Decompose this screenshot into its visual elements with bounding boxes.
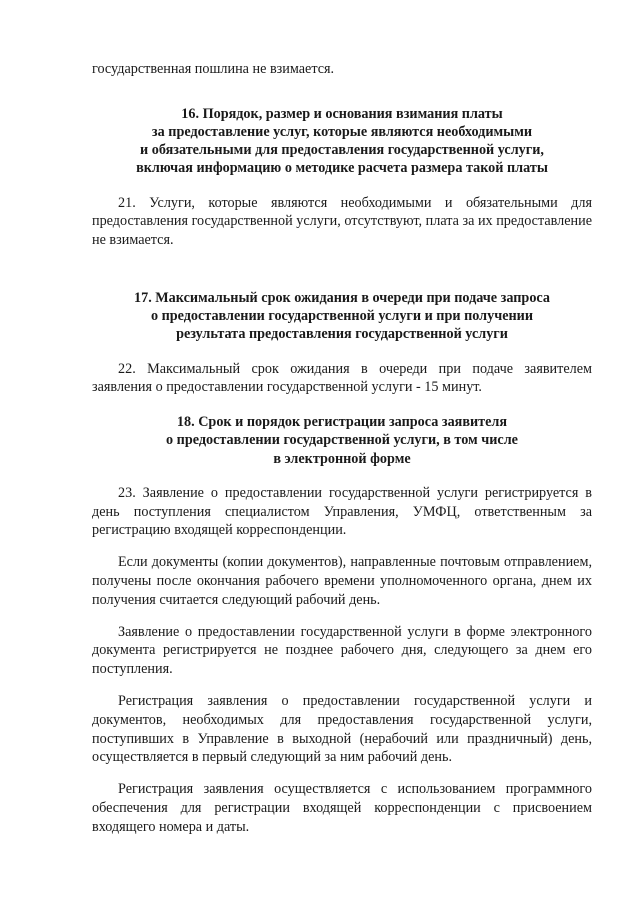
paragraph-21: 21. Услуги, которые являются необходимыми и обязательными для предоставления государственной услуги, отсутствуют, плата за их предоставление не взимается. (92, 194, 592, 249)
section-18-heading-line: о предоставлении государственной услуги, в том числе (166, 432, 518, 449)
paragraph-electronic-application: Заявление о предоставлении государственной услуги в форме электронного документа регистрируется не позднее рабочего дня, следующего за днем его поступления. (92, 623, 592, 678)
paragraph-22: 22. Максимальный срок ожидания в очереди при подаче заявителем заявления о предоставлении государственной услуги - 15 минут. (92, 360, 592, 396)
section-17-heading (92, 289, 592, 344)
section-16-heading-line: и обязательными для предоставления государственной услуги, (140, 142, 544, 159)
paragraph-postal-documents: Если документы (копии документов), направленные почтовым отправлением, получены после окончания рабочего времени уполномоченного органа, днем их получения считается следующий рабочий день. (92, 554, 592, 608)
section-16-heading-line: 16. Порядок, размер и основания взимания платы (181, 105, 503, 122)
section-18-heading (92, 413, 592, 468)
paragraph-weekend-registration: Регистрация заявления о предоставлении государственной услуги и документов, необходимых для предоставления государственной услуги, поступивших в Управление в выходной (нерабочий или праздничный) день, осуществляется в первый следующий за ним рабочий день. (92, 692, 592, 766)
paragraph-software-registration: Регистрация заявления осуществляется с использованием программного обеспечения для регистрации входящей корреспонденции с присвоением входящего номера и даты. (92, 781, 592, 835)
section-18-heading-line: 18. Срок и порядок регистрации запроса заявителя (176, 414, 508, 431)
section-17-heading-line: 17. Максимальный срок ожидания в очереди при подаче запроса (134, 290, 550, 306)
document-page (92, 60, 592, 837)
section-17-heading-line: о предоставлении государственной услуги и при получении (150, 308, 534, 325)
section-16-heading-line: за предоставление услуг, которые являются необходимыми (151, 124, 533, 140)
section-16-heading-line: включая информацию о методике расчета размера такой платы (136, 160, 548, 177)
intro-line: государственная пошлина не взимается. (92, 61, 335, 77)
section-17-heading-line: результата предоставления государственной услуги (176, 326, 508, 343)
section-16-heading (92, 105, 592, 178)
section-18-heading-line: в электронной форме (273, 450, 411, 467)
paragraph-23: 23. Заявление о предоставлении государственной услуги регистрируется в день поступления специалистом Управления, УМФЦ, ответственным за регистрацию входящей корреспонденции. (92, 484, 592, 539)
